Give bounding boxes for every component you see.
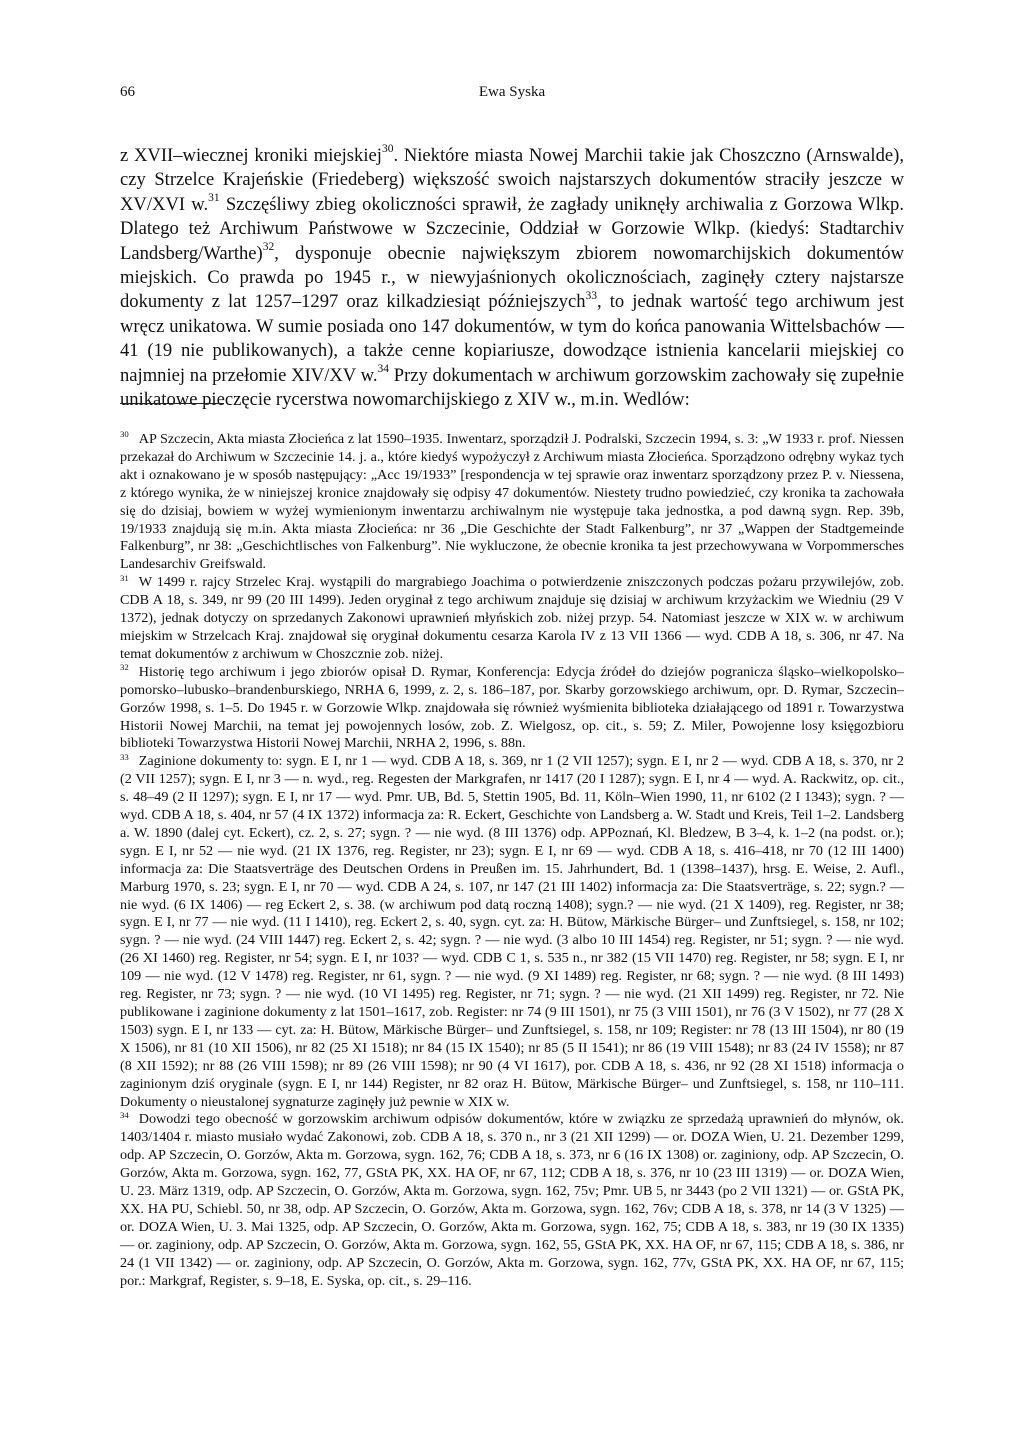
page-header	[120, 84, 904, 108]
footnote-separator	[120, 403, 224, 404]
main-text	[120, 144, 904, 412]
footnote-text: AP Szczecin, Akta miasta Złocieńca z lat 1590–1935. Inwentarz, sporządził J. Podralski, Szczecin 1994, s. 3: „W 1933 r. prof. Niessen przekazał do Archiwum w Szczecinie 14. j. a., które kiedyś wypożyczył z Archiwum miasta Złocieńca. Sporządzono odrębny wykaz tych akt i oznakowano je w sposób następujący: „Acc 19/1933” [respondencja w tej sprawie oraz inwentarz sporządzony przez P. v. Niessena, z którego wynika, że w niniejszej kronice znajdowały się odpisy 47 dokumentów. Niestety trudno powiedzieć, czy kronika ta zachowała się do dzisiaj, bowiem w wyżej wymienionym inwentarzu archiwalnym nie występuje taka jednostka, a pod dawną sygn. Rep. 39b, 19/1933 znajdują się m.in. Akta miasta Złocieńca: nr 36 „Die Geschichte der Stadt Falkenburg”, nr 37 „Wappen der Stadtgemeinde Falkenburg”, nr 38: „Geschichtlisches von Falkenburg”. Nie wykluczone, że obecnie kronika ta jest przechowywana w Vorpommersches Landesarchiv Greifswald.	[120, 431, 904, 573]
running-head: Ewa Syska	[478, 84, 546, 100]
footnote	[120, 664, 904, 754]
footnote-number: 33	[120, 751, 129, 762]
text-run: , to jednak wartość tego archiwum jest wręcz unikatowa. W sumie posiada ono 147 dokumentów, w tym do końca panowania Wittelsbachów — 41 (19 nie publikowanych), a także cenne kopiariusze, dowodzące istnienia kancelarii miejskiej co najmniej na przełomie XIV/XV w.	[120, 291, 904, 386]
footnote-number: 31	[120, 572, 129, 583]
footnote-ref: 31	[208, 191, 220, 204]
footnote-text: Zaginione dokumenty to: sygn. E I, nr 1 — wyd. CDB A 18, s. 369, nr 1 (2 VII 1257); sygn. E I, nr 2 — wyd. CDB A 18, s. 370, nr 2 (2 VII 1257); sygn. E I, nr 3 — n. wyd., reg. Regesten der Markgrafen, nr 1417 (20 I 1287); sygn. E I, nr 4 — wyd. A. Rackwitz, op. cit., s. 48–49 (2 II 1297); sygn. E I, nr 17 — wyd. Pmr. UB, Bd. 5, Stettin 1905, Bd. 11, Köln–Wien 1990, 11, nr 6102 (2 I 1343); sygn. ? — wyd. CDB A 18, s. 404, nr 57 (4 IX 1372) informacja za: R. Eckert, Geschichte von Landsberg a. W. Stadt und Kreis, Teil 1–2. Landsberg a. W. 1890 (dalej cyt. Eckert), cz. 2, s. 27; sygn. ? — nie wyd. (8 III 1376) odp. APPoznań, Kl. Bledzew, B 3–4, k. 1–2 (na podst. or.); sygn. E I, nr 52 — nie wyd. (21 IX 1376, reg. Register, nr 23); sygn. E I, nr 69 — wyd. CDB A 18, s. 416–418, nr 70 (12 III 1400) informacja za: Die Staatsverträge des Deutschen Ordens in Preußen im. 15. Jahrhundert, Bd. 1 (1398–1437), hrsg. E. Weise, 2. Aufl., Marburg 1970, s. 23; sygn. E I, nr 70 — wyd. CDB A 24, s. 107, nr 147 (21 III 1402) informacja za: Die Staatsverträge, s. 22; sygn.? — nie wyd. (6 IX 1406) — reg Eckert 2, s. 38. (w archiwum pod datą roczną 1408); sygn.? — nie wyd. (21 X 1409), reg. Register, nr 38; sygn. E I, nr 77 — nie wyd. (11 I 1410), reg. Eckert 2, s. 40, sygn. cyt. za: H. Bütow, Märkische Bürger– und Zunftsiegel, s. 158, nr 102; sygn. ? — nie wyd. (24 VIII 1447) reg. Eckert 2, s. 42; sygn. ? — nie wyd. (3 albo 10 III 1454) reg. Register, nr 51; sygn. ? — nie wyd. (26 XI 1460) reg. Register, nr 54; sygn. E I, nr 103? — wyd. CDB C 1, s. 535 n., nr 382 (15 VII 1470) reg. Register, nr 58; sygn. E I, nr 109 — nie wyd. (12 V 1478) reg. Register, nr 61, sygn. ? — nie wyd. (9 XI 1489) reg. Register, nr 68; sygn. ? — nie wyd. (8 III 1493) reg. Register, nr 73; sygn. ? — nie wyd. (10 VI 1495) reg. Register, nr 71; sygn. ? — nie wyd. (21 XII 1499) reg. Register, nr 72. Nie publikowane i zaginione dokumenty z lat 1501–1617, zob. Register: nr 74 (9 III 1501), nr 75 (3 VIII 1501), nr 76 (3 V 1502), nr 77 (28 X 1503) sygn. E I, nr 133 — cyt. za: H. Bütow, Märkische Bürger– und Zunftsiegel, s. 158, nr 109; Register: nr 78 (13 III 1504), nr 80 (19 X 1506), nr 81 (10 XII 1506), nr 82 (25 XI 1518); nr 84 (15 IX 1540); nr 85 (5 II 1541); nr 86 (19 VIII 1548); nr 83 (24 IV 1558); nr 87 (8 XII 1592); nr 88 (26 VIII 1598); nr 89 (26 VIII 1598); nr 90 (4 VI 1617), por. CDB A 18, s. 436, nr 92 (28 XI 1518) informacja o zaginionym dziś oryginale (sygn. E I, nr 144) Register, nr 82 oraz H. Bütow, Märkische Bürger– und Zunftsiegel, s. 158, nr 110–111. Dokumenty o nieustalonej sygnaturze zaginęły już pewnie w XIX w.	[120, 753, 904, 1110]
footnote	[120, 1111, 904, 1290]
text-run: . Niektóre miasta Nowej Marchii takie jak Choszczno (Arnswalde), czy Strzelce Krajeńskie (Friedeberg) większość swoich najstarszych dokumentów straciły jeszcze w XV/XVI w.	[120, 145, 904, 215]
footnote-text: W 1499 r. rajcy Strzelec Kraj. wystąpili do margrabiego Joachima o potwierdzenie zniszczonych podczas pożaru przywilejów, zob. CDB A 18, s. 349, nr 99 (20 III 1499). Jeden oryginał z tego archiwum znajduje się dzisiaj w archiwum krzyżackim we Wiedniu (29 V 1372), jednak dotyczy on sprzedanych Zakonowi uprawnień młyńskich zob. niżej przyp. 54. Natomiast jeszcze w XIX w. w archiwum miejskim w Strzelcach Kraj. znajdował się oryginał dokumentu cesarza Karola IV z 13 VII 1366 — wyd. CDB A 18, s. 306, nr 47. Na temat dokumentów z archiwum w Choszcznie zob. niżej.	[120, 574, 904, 662]
footnote-ref: 30	[381, 143, 394, 156]
footnote	[120, 431, 904, 574]
footnotes	[120, 431, 904, 1291]
footnote	[120, 753, 904, 1111]
footnote-text: Dowodzi tego obecność w gorzowskim archiwum odpisów dokumentów, które w związku ze sprzedażą uprawnień do młynów, ok. 1403/1404 r. miasto musiało wydać Zakonowi, zob. CDB A 18, s. 370 n., nr 3 (21 XII 1299) — or. DOZA Wien, U. 21. Dezember 1299, odp. AP Szczecin, O. Gorzów, Akta m. Gorzowa, sygn. 162, 76; CDB A 18, s. 373, nr 6 (16 IX 1308) or. zaginiony, odp. AP Szczecin, O. Gorzów, Akta m. Gorzowa, sygn. 162, 77, GStA PK, XX. HA OF, nr 67, 112; CDB A 18, s. 376, nr 10 (23 III 1319) — or. DOZA Wien, U. 23. März 1319, odp. AP Szczecin, O. Gorzów, Akta m. Gorzowa, sygn. 162, 75v; Pmr. UB 5, nr 3443 (po 2 VII 1321) — or. GStA PK, XX. HA PU, Schiebl. 50, nr 38, odp. AP Szczecin, O. Gorzów, Akta m. Gorzowa, sygn. 162, 76v; CDB A 18, s. 378, nr 14 (3 V 1325) — or. DOZA Wien, U. 3. Mai 1325, odp. AP Szczecin, O. Gorzów, Akta m. Gorzowa, sygn. 162, 75; CDB A 18, s. 383, nr 19 (30 IX 1335) — or. zaginiony, odp. AP Szczecin, O. Gorzów, Akta m. Gorzowa, sygn. 162, 55, GStA PK, XX. HA OF, nr 67, 115; CDB A 18, s. 386, nr 24 (1 VII 1342) — or. zaginiony, odp. AP Szczecin, O. Gorzów, Akta m. Gorzowa, sygn. 162, 77v, GStA PK, XX. HA OF, nr 67, 115; por.: Markgraf, Register, s. 9–18, E. Syska, op. cit., s. 29–116.	[120, 1111, 904, 1289]
text-run: , dysponuje obecnie największym zbiorem nowomarchijskich dokumentów miejskich. Co prawda po 1945 r., w niewyjaśnionych okolicznościach, zaginęły cztery najstarsze dokumenty z lat 1257–1297 oraz kilkadziesiąt późniejszych	[120, 242, 904, 313]
footnote-ref: 33	[585, 289, 598, 302]
footnote-number: 34	[120, 1109, 129, 1120]
text-run: Przy dokumentach w archiwum gorzowskim zachowały się zupełnie unikatowe pieczęcie rycerstwa nowomarchijskiego z XIV w., m.in. Wedlów:	[120, 364, 904, 411]
text-run: z XVII–wiecznej kroniki miejskiej	[120, 145, 382, 166]
footnote-number: 32	[120, 662, 129, 673]
footnote-ref: 32	[262, 240, 275, 253]
footnote-number: 30	[120, 429, 129, 440]
footnote-ref: 34	[377, 362, 390, 375]
body-paragraph	[120, 144, 904, 412]
footnote	[120, 574, 904, 664]
footnote-text: Historię tego archiwum i jego zbiorów opisał D. Rymar, Konferencja: Edycja źródeł do dziejów pogranicza śląsko–wielkopolsko–pomorsko–lubusko–brandenburskiego, NRHA 6, 1999, z. 2, s. 186–187, por. Skarby gorzowskiego archiwum, opr. D. Rymar, Szczecin–Gorzów 1998, s. 1–5. Do 1945 r. w Gorzowie Wlkp. znajdowała się również wyśmienita biblioteka działającego od 1891 r. Towarzystwa Historii Nowej Marchii, na temat jej powojennych losów, zob. Z. Wielgosz, op. cit., s. 59; Z. Miler, Powojenne losy księgozbioru biblioteki Towarzystwa Historii Nowej Marchii, NRHA 2, 1996, s. 88n.	[120, 663, 904, 752]
text-run: Szczęśliwy zbieg okoliczności sprawił, że zagłady uniknęły archiwalia z Gorzowa Wlkp. Dlatego też Archiwum Państwowe w Szczecinie, Oddział w Gorzowie Wlkp. (kiedyś: Stadtarchiv Landsberg/Warthe)	[120, 193, 904, 264]
page-number: 66	[120, 84, 135, 100]
